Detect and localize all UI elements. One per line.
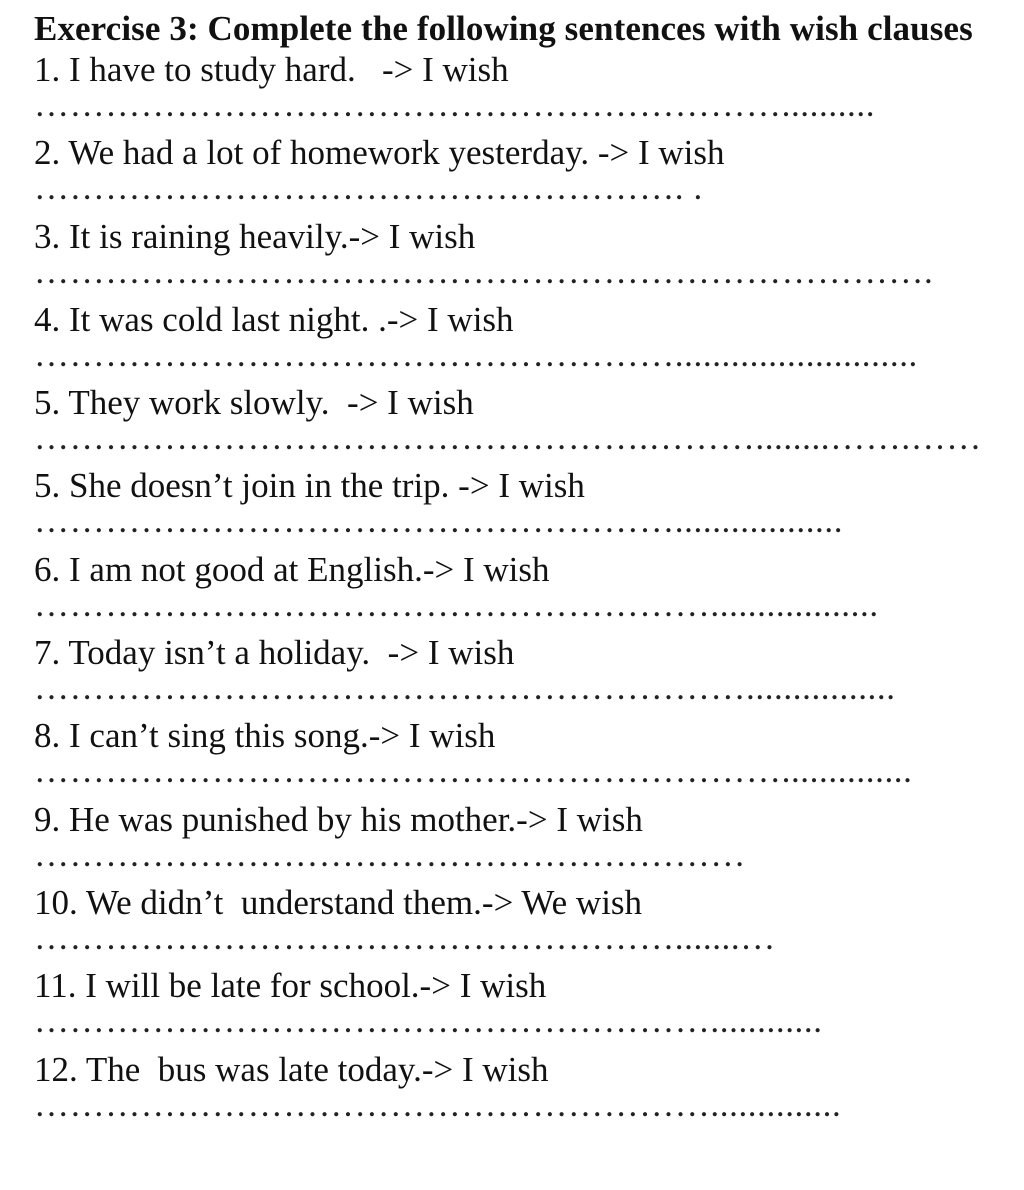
exercise-prompt: 3. It is raining heavily.-> I wish	[34, 216, 476, 256]
exercise-item-1	[34, 49, 994, 132]
exercise-item-10	[34, 799, 994, 882]
exercise-item-13	[34, 1049, 994, 1132]
worksheet	[34, 8, 994, 1132]
exercise-prompt: 12. The bus was late today.-> I wish	[34, 1049, 549, 1089]
answer-blank[interactable]: ………………………………………………………..............	[34, 756, 913, 787]
answer-blank[interactable]: …………………………………………………..............	[34, 1089, 842, 1120]
exercise-prompt: 10. We didn’t understand them.-> We wish	[34, 882, 643, 922]
answer-blank[interactable]: ………………………………………………. .	[34, 173, 703, 204]
exercise-item-9	[34, 715, 994, 798]
answer-blank[interactable]: …………………………………………………............	[34, 1006, 823, 1037]
exercise-prompt: 1. I have to study hard. -> I wish	[34, 50, 509, 89]
answer-blank[interactable]: ……………………………………………………	[34, 839, 746, 870]
exercise-prompt: 5. She doesn’t join in the trip. -> I wish	[34, 466, 585, 506]
exercise-item-5	[34, 382, 994, 465]
exercise-item-4	[34, 299, 994, 382]
answer-blank[interactable]: …………………………………………………..................	[34, 589, 879, 620]
exercise-prompt: 11. I will be late for school.-> I wish	[34, 966, 547, 1006]
exercise-item-2	[34, 132, 994, 215]
answer-blank[interactable]: ………………………………………………..........................	[34, 339, 918, 370]
exercise-prompt: 5. They work slowly. -> I wish	[34, 383, 474, 423]
exercise-item-6	[34, 465, 994, 548]
exercise-prompt: 7. Today isn’t a holiday. -> I wish	[34, 633, 515, 673]
exercise-prompt: 6. I am not good at English.-> I wish	[34, 549, 550, 589]
answer-blank[interactable]: …………………………………………….………........…….……	[34, 423, 982, 454]
exercise-list	[34, 49, 994, 1132]
exercise-item-8	[34, 632, 994, 715]
exercise-title: Exercise 3: Complete the following sentences with wish clauses	[34, 9, 973, 48]
exercise-item-11	[34, 882, 994, 965]
answer-blank[interactable]: ………………………………………………………………….	[34, 256, 934, 287]
answer-blank[interactable]: ………………………………………………………..........	[34, 90, 876, 120]
exercise-prompt: 9. He was punished by his mother.-> I wish	[34, 799, 643, 839]
answer-blank[interactable]: ……………………………………………….......…	[34, 922, 776, 953]
exercise-prompt: 4. It was cold last night. .-> I wish	[34, 299, 514, 339]
answer-blank[interactable]: ……………………………………………………................	[34, 673, 896, 704]
exercise-prompt: 2. We had a lot of homework yesterday. -> I wish	[34, 133, 725, 173]
exercise-prompt: 8. I can’t sing this song.-> I wish	[34, 716, 496, 756]
answer-blank[interactable]: ………………………………………………..................	[34, 506, 844, 537]
exercise-item-12	[34, 965, 994, 1048]
exercise-item-3	[34, 216, 994, 299]
exercise-item-7	[34, 549, 994, 632]
